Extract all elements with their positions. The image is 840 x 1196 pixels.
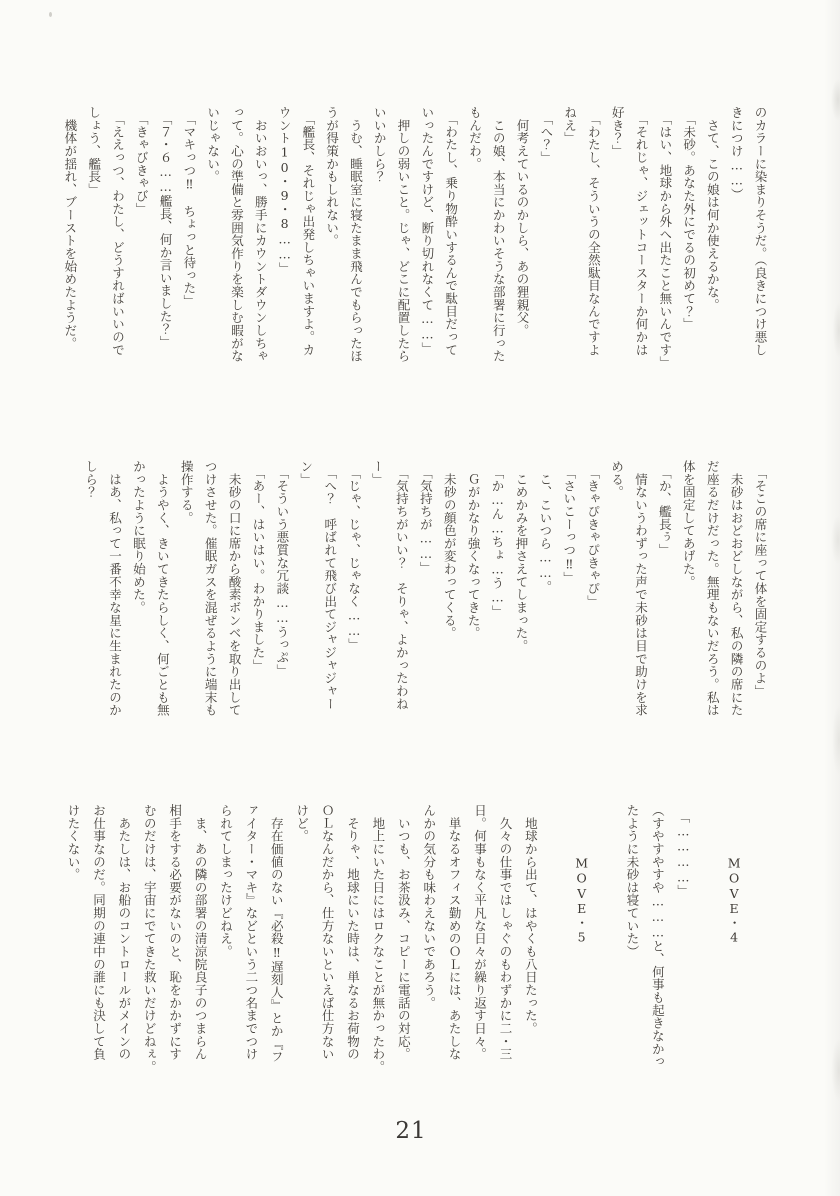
text-column: こめかみを押さえてしまった。 xyxy=(513,460,529,653)
text-column: しょう、艦長」 xyxy=(86,106,102,196)
text-band-bottom xyxy=(61,804,772,1088)
text-column: 「それじゃ、ジェットコースターか何かは xyxy=(634,106,650,357)
text-column: Ｇがかなり強くなってきた。 xyxy=(466,460,482,640)
text-column: ＯＬなんだから、仕方ないといえば仕方ない xyxy=(320,804,336,1061)
text-column: ねえ」 xyxy=(562,106,578,145)
text-column: ァイター・マキ』などという二つ名までつけ xyxy=(243,804,259,1061)
text-column: いじゃない。 xyxy=(205,106,221,183)
text-column: だ座るだけだった。無理もないだろう。私は xyxy=(705,460,721,717)
text-column: って。心の準備と雰囲気作りを楽しむ暇がな xyxy=(229,106,245,363)
text-column: 未砂の口に席から酸素ボンベを取り出して xyxy=(227,460,243,717)
page-number: 21 xyxy=(395,1118,427,1144)
text-column: 久々の仕事ではしゃぐのもわずかに二・三 xyxy=(497,804,513,1061)
text-column: ー」 xyxy=(370,460,386,486)
text-column: けど。 xyxy=(294,804,310,843)
text-column xyxy=(543,804,568,1088)
text-column xyxy=(747,804,772,1088)
text-column: 体を固定してあげた。 xyxy=(681,460,697,589)
text-column: める。 xyxy=(609,460,625,499)
text-column: 「気持ちが……」 xyxy=(418,460,434,575)
text-column: 「あー、はいはい。わかりました」 xyxy=(250,460,266,672)
text-column: 「ええっつ、わたし、どうすればいいので xyxy=(110,106,126,357)
text-column: いったんですけど、断り切れなくて……」 xyxy=(419,106,435,355)
text-column: 未砂の顔色が変わってくる。 xyxy=(442,460,458,640)
text-column: しら？ xyxy=(83,460,99,499)
text-column: うが得策かもしれない。 xyxy=(324,106,340,248)
text-column: たように未砂は寝ていた） xyxy=(624,804,640,958)
text-column: かったように眠り始めた。 xyxy=(131,460,147,614)
text-column: つけさせた。催眠ガスを混ぜるように端末も xyxy=(203,460,219,717)
page-edge-shadow xyxy=(824,0,840,1196)
text-column: 「じゃ、じゃ、じゃなく……」 xyxy=(346,460,362,652)
text-column: ン」 xyxy=(298,460,314,486)
text-column: 「はい、地球から外へ出たこと無いんです」 xyxy=(657,106,673,369)
text-column: そりゃ、地球にいた時は、単なるお荷物の xyxy=(345,804,361,1061)
scan-speck xyxy=(49,12,52,17)
text-column xyxy=(594,804,619,1088)
text-column: うむ、睡眠室に寝たまま飛んでもらったほ xyxy=(348,106,364,363)
text-column: 何考えているのかしら、あの狸親父。 xyxy=(515,106,531,337)
text-column: いいかしら？ xyxy=(372,106,388,183)
text-column: 「そういう悪質な冗談……うっぷ」 xyxy=(274,460,290,677)
text-column: 「きゃぴきゃぴきゃぴ」 xyxy=(585,460,601,608)
text-column: きにつけ……） xyxy=(729,106,745,201)
text-column: 地球から出て、はやくも八日たった。 xyxy=(523,804,539,1035)
text-column: 相手をする必要がないのと、恥をかかずにす xyxy=(167,804,183,1061)
text-column: ようやく、きいてきたらしく、何ごとも無 xyxy=(155,460,171,717)
text-column: 好き？」 xyxy=(610,106,626,158)
text-band-top xyxy=(58,106,772,394)
text-column: MOVE・4 xyxy=(726,804,742,945)
text-band-middle xyxy=(79,460,772,748)
text-column: 「へ？」 xyxy=(538,106,554,164)
text-column: 「きゃびきゃび」 xyxy=(134,106,150,216)
text-column: あたしは、お船のコントロールがメインの xyxy=(116,804,132,1061)
text-column: 「マキっつ‼ ちょっと待った」 xyxy=(181,106,197,308)
text-column: 単なるオフィス勤めのＯＬには、あたしな xyxy=(447,804,463,1061)
text-column: MOVE・5 xyxy=(574,804,590,945)
text-column: ウント10・9・8……」 xyxy=(277,106,293,275)
text-column: 「艦長、それじゃ出発しちゃいますよ。カ xyxy=(300,106,316,357)
text-column: 「か…ん…ちょ…う…」 xyxy=(490,460,506,618)
text-column: さて、この娘は何か使えるかな。 xyxy=(705,106,721,312)
text-column: この娘、本当にかわいそうな部署に行った xyxy=(491,106,507,363)
text-column xyxy=(696,804,721,1088)
text-column: おいおいっ、勝手にカウントダウンしちゃ xyxy=(253,106,269,363)
text-column: 「わたし、そういうの全然駄目なんですよ xyxy=(586,106,602,357)
text-column: 押しの弱いこと。じゃ、どこに配置したら xyxy=(396,106,412,363)
text-column: 存在価値のない『必殺‼遅刻人』とか『フ xyxy=(269,804,285,1063)
text-column: 「そこの席に座って体を固定するのよ」 xyxy=(753,460,768,698)
text-column: いつも、お茶汲み、コピーに電話の対応。 xyxy=(396,804,412,1061)
text-column: 「未砂。あなた外にでるの初めて？」 xyxy=(681,106,697,331)
text-column: 操作する。 xyxy=(179,460,195,525)
text-column: けたくない。 xyxy=(66,804,82,881)
text-column: 地上にいた日にはロクなことが無かったわ。 xyxy=(370,804,386,1074)
text-column: 「さいこーっつ‼」 xyxy=(561,460,577,585)
text-column: 「わたし、乗り物酔いするんで駄目だって xyxy=(443,106,459,357)
text-column: はあ、私って一番不幸な星に生まれたのか xyxy=(107,460,123,717)
text-column: もんだわ。 xyxy=(467,106,483,171)
text-column: 「か、艦長ぅ」 xyxy=(657,460,673,557)
text-column: 「気持ちがいい？ そりゃ、よかったわね xyxy=(394,460,410,711)
text-column: 「…………」 xyxy=(675,804,691,898)
text-column: 機体が揺れ、ブーストを始めたようだ。 xyxy=(62,106,78,350)
text-column: 未砂はおどおどしながら、私の隣の席にた xyxy=(729,460,745,717)
text-column: こ、こいつら……。 xyxy=(537,460,553,594)
text-column: （すやすやすや………と、何事も起きなかっ xyxy=(650,804,666,1068)
text-column: お仕事なのだ。同期の連中の誰にも決して負 xyxy=(91,804,107,1061)
text-column: 「へ？ 呼ばれて飛び出てジャジャジャー xyxy=(322,460,338,711)
text-column: 日。何事もなく平凡な日々が繰り返す日々。 xyxy=(472,804,488,1061)
text-column: 「７・６……艦長、何か言いました？」 xyxy=(158,106,174,349)
text-column: ま、あの隣の部署の清涼院良子のつまらん xyxy=(193,804,209,1061)
text-column: られてしまったけどねえ。 xyxy=(218,804,234,958)
text-column: 情ないうわずった声で未砂は目で助けを求 xyxy=(633,460,649,717)
text-column: のカラーに染まりそうだ。（良きにつけ悪し xyxy=(753,106,768,357)
text-column: んかの気分も味わえないであろう。 xyxy=(421,804,437,1010)
text-column: むのだけは、宇宙にでてきた救いだけどねぇ。 xyxy=(142,804,158,1074)
